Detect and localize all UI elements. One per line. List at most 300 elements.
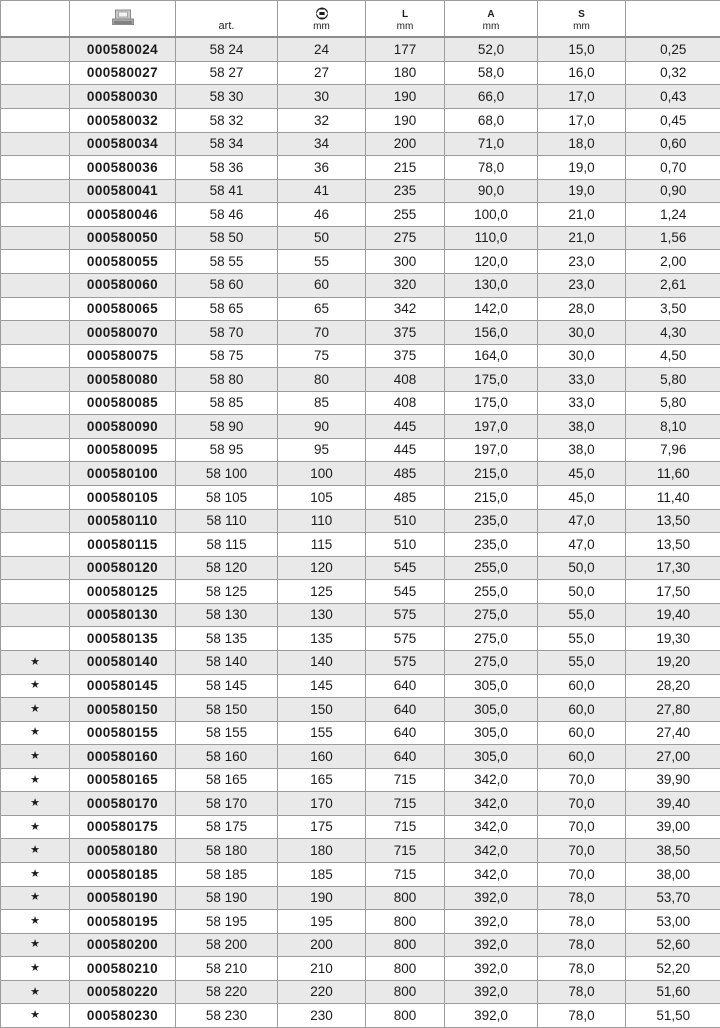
a-dim-cell: 275,0: [445, 603, 538, 627]
ean-cell: 000580150: [70, 698, 176, 722]
length-cell: 715: [366, 839, 445, 863]
a-dim-cell: 175,0: [445, 391, 538, 415]
star-cell: [1, 486, 70, 510]
table-row: [1, 273, 720, 297]
table-row: [1, 297, 720, 321]
size-cell: 185: [278, 863, 366, 887]
s-dim-cell: 38,0: [538, 415, 626, 439]
star-cell: [1, 438, 70, 462]
star-cell: ★: [1, 863, 70, 887]
star-cell: [1, 61, 70, 85]
size-cell: 100: [278, 462, 366, 486]
ean-cell: 000580165: [70, 768, 176, 792]
table-row: [1, 368, 720, 392]
length-cell: 200: [366, 132, 445, 156]
table-row: [1, 321, 720, 345]
length-cell: 485: [366, 486, 445, 510]
art-cell: 58 220: [176, 980, 278, 1004]
s-dim-cell: 70,0: [538, 839, 626, 863]
ean-cell: 000580210: [70, 957, 176, 981]
table-row: [1, 462, 720, 486]
weight-cell: 17,50: [626, 580, 720, 604]
table-row: [1, 674, 720, 698]
ean-cell: 000580135: [70, 627, 176, 651]
size-cell: 32: [278, 109, 366, 133]
star-cell: [1, 344, 70, 368]
table-row: [1, 486, 720, 510]
a-dim-cell: 342,0: [445, 815, 538, 839]
length-cell: 640: [366, 674, 445, 698]
star-cell: [1, 556, 70, 580]
weight-cell: 0,90: [626, 179, 720, 203]
table-row: [1, 650, 720, 674]
art-cell: 58 120: [176, 556, 278, 580]
s-dim-cell: 60,0: [538, 721, 626, 745]
a-dim-cell: 52,0: [445, 37, 538, 61]
art-cell: 58 24: [176, 37, 278, 61]
art-cell: 58 85: [176, 391, 278, 415]
s-dim-cell: 78,0: [538, 910, 626, 934]
size-cell: 36: [278, 156, 366, 180]
a-dim-cell: 235,0: [445, 533, 538, 557]
a-dim-cell: 342,0: [445, 863, 538, 887]
art-cell: 58 34: [176, 132, 278, 156]
length-cell: 800: [366, 886, 445, 910]
star-cell: [1, 627, 70, 651]
s-dim-cell: 50,0: [538, 580, 626, 604]
star-cell: ★: [1, 745, 70, 769]
ean-cell: 000580140: [70, 650, 176, 674]
size-cell: 230: [278, 1004, 366, 1028]
size-cell: 140: [278, 650, 366, 674]
art-cell: 58 36: [176, 156, 278, 180]
size-cell: 90: [278, 415, 366, 439]
length-cell: 715: [366, 792, 445, 816]
ean-cell: 000580041: [70, 179, 176, 203]
weight-cell: 2,00: [626, 250, 720, 274]
art-cell: 58 135: [176, 627, 278, 651]
table-row: [1, 603, 720, 627]
star-cell: [1, 85, 70, 109]
s-dim-cell: 70,0: [538, 815, 626, 839]
star-cell: ★: [1, 721, 70, 745]
table-row: [1, 156, 720, 180]
weight-cell: 0,32: [626, 61, 720, 85]
size-cell: 120: [278, 556, 366, 580]
table-row: [1, 698, 720, 722]
length-cell: 545: [366, 556, 445, 580]
table-row: [1, 109, 720, 133]
header-star-column: [1, 1, 70, 38]
art-cell: 58 195: [176, 910, 278, 934]
a-dim-cell: 392,0: [445, 1004, 538, 1028]
star-cell: ★: [1, 980, 70, 1004]
a-dim-cell: 342,0: [445, 792, 538, 816]
s-dim-cell: 60,0: [538, 698, 626, 722]
a-dim-cell: 305,0: [445, 721, 538, 745]
star-cell: [1, 580, 70, 604]
star-cell: [1, 509, 70, 533]
art-cell: 58 50: [176, 226, 278, 250]
size-cell: 190: [278, 886, 366, 910]
table-row: [1, 627, 720, 651]
table-row: [1, 391, 720, 415]
size-cell: 95: [278, 438, 366, 462]
star-cell: ★: [1, 768, 70, 792]
a-dim-cell: 215,0: [445, 462, 538, 486]
star-cell: [1, 297, 70, 321]
s-dim-cell: 19,0: [538, 179, 626, 203]
length-cell: 408: [366, 391, 445, 415]
size-cell: 27: [278, 61, 366, 85]
ean-cell: 000580155: [70, 721, 176, 745]
size-cell: 220: [278, 980, 366, 1004]
length-cell: 800: [366, 1004, 445, 1028]
size-cell: 125: [278, 580, 366, 604]
art-cell: 58 200: [176, 933, 278, 957]
size-cell: 175: [278, 815, 366, 839]
s-dim-cell: 16,0: [538, 61, 626, 85]
size-cell: 55: [278, 250, 366, 274]
a-dim-cell: 255,0: [445, 556, 538, 580]
star-cell: [1, 533, 70, 557]
s-dim-cell: 78,0: [538, 933, 626, 957]
star-cell: [1, 462, 70, 486]
star-cell: ★: [1, 1004, 70, 1028]
ean-cell: 000580120: [70, 556, 176, 580]
a-dim-cell: 100,0: [445, 203, 538, 227]
a-dim-cell: 305,0: [445, 698, 538, 722]
ean-cell: 000580105: [70, 486, 176, 510]
size-cell: 70: [278, 321, 366, 345]
weight-cell: 0,43: [626, 85, 720, 109]
weight-cell: 4,30: [626, 321, 720, 345]
size-cell: 195: [278, 910, 366, 934]
ean-cell: 000580170: [70, 792, 176, 816]
star-cell: ★: [1, 815, 70, 839]
s-dim-cell: 17,0: [538, 85, 626, 109]
length-cell: 190: [366, 85, 445, 109]
table-row: [1, 1004, 720, 1028]
art-cell: 58 180: [176, 839, 278, 863]
length-cell: 510: [366, 533, 445, 557]
art-cell: 58 210: [176, 957, 278, 981]
header-weight-column: [626, 1, 720, 38]
length-cell: 375: [366, 344, 445, 368]
a-dim-cell: 142,0: [445, 297, 538, 321]
a-dim-cell: 215,0: [445, 486, 538, 510]
ean-cell: 000580050: [70, 226, 176, 250]
table-row: [1, 132, 720, 156]
a-dim-cell: 175,0: [445, 368, 538, 392]
s-dim-cell: 33,0: [538, 368, 626, 392]
table-body: [1, 37, 720, 1028]
star-cell: [1, 321, 70, 345]
ean-cell: 000580070: [70, 321, 176, 345]
a-dim-cell: 305,0: [445, 674, 538, 698]
size-cell: 135: [278, 627, 366, 651]
table-row: [1, 768, 720, 792]
size-cell: 60: [278, 273, 366, 297]
size-cell: 85: [278, 391, 366, 415]
weight-cell: 3,50: [626, 297, 720, 321]
table-row: [1, 533, 720, 557]
header-art-label: art.: [218, 20, 235, 32]
s-dim-cell: 33,0: [538, 391, 626, 415]
ean-cell: 000580220: [70, 980, 176, 1004]
size-cell: 130: [278, 603, 366, 627]
a-dim-cell: 58,0: [445, 61, 538, 85]
table-row: [1, 509, 720, 533]
art-cell: 58 125: [176, 580, 278, 604]
weight-cell: 27,40: [626, 721, 720, 745]
length-cell: 275: [366, 226, 445, 250]
size-cell: 80: [278, 368, 366, 392]
weight-cell: 1,24: [626, 203, 720, 227]
ean-cell: 000580110: [70, 509, 176, 533]
length-cell: 510: [366, 509, 445, 533]
ean-cell: 000580065: [70, 297, 176, 321]
star-cell: [1, 203, 70, 227]
table-row: [1, 980, 720, 1004]
weight-cell: 0,25: [626, 37, 720, 61]
length-cell: 800: [366, 933, 445, 957]
table-row: [1, 438, 720, 462]
art-cell: 58 190: [176, 886, 278, 910]
size-cell: 24: [278, 37, 366, 61]
ean-cell: 000580075: [70, 344, 176, 368]
length-cell: 545: [366, 580, 445, 604]
art-cell: 58 160: [176, 745, 278, 769]
ean-cell: 000580036: [70, 156, 176, 180]
s-dim-cell: 47,0: [538, 509, 626, 533]
s-dim-cell: 23,0: [538, 273, 626, 297]
s-dim-cell: 21,0: [538, 203, 626, 227]
header-length-column: [366, 1, 445, 38]
length-cell: 800: [366, 980, 445, 1004]
length-cell: 715: [366, 863, 445, 887]
art-cell: 58 46: [176, 203, 278, 227]
weight-cell: 19,20: [626, 650, 720, 674]
ean-cell: 000580030: [70, 85, 176, 109]
size-cell: 160: [278, 745, 366, 769]
size-cell: 110: [278, 509, 366, 533]
weight-cell: 38,50: [626, 839, 720, 863]
weight-cell: 2,61: [626, 273, 720, 297]
table-row: [1, 226, 720, 250]
s-dim-cell: 15,0: [538, 37, 626, 61]
length-cell: 640: [366, 745, 445, 769]
s-dim-cell: 45,0: [538, 462, 626, 486]
star-cell: [1, 368, 70, 392]
size-cell: 41: [278, 179, 366, 203]
ean-cell: 000580055: [70, 250, 176, 274]
a-dim-cell: 110,0: [445, 226, 538, 250]
art-cell: 58 165: [176, 768, 278, 792]
art-cell: 58 155: [176, 721, 278, 745]
table-row: [1, 415, 720, 439]
star-cell: [1, 109, 70, 133]
header-ean-column: [70, 1, 176, 38]
s-dim-cell: 55,0: [538, 603, 626, 627]
length-cell: 300: [366, 250, 445, 274]
hex-socket-icon: [314, 7, 330, 20]
length-cell: 235: [366, 179, 445, 203]
table-row: [1, 957, 720, 981]
table-row: [1, 61, 720, 85]
star-cell: [1, 132, 70, 156]
star-cell: ★: [1, 698, 70, 722]
art-cell: 58 90: [176, 415, 278, 439]
art-cell: 58 27: [176, 61, 278, 85]
ean-cell: 000580034: [70, 132, 176, 156]
weight-cell: 39,90: [626, 768, 720, 792]
header-s-dim-letter: S: [578, 9, 585, 20]
length-cell: 485: [366, 462, 445, 486]
star-cell: [1, 391, 70, 415]
table-row: [1, 863, 720, 887]
star-cell: [1, 250, 70, 274]
star-cell: [1, 415, 70, 439]
table-row: [1, 203, 720, 227]
ean-cell: 000580185: [70, 863, 176, 887]
a-dim-cell: 156,0: [445, 321, 538, 345]
a-dim-cell: 197,0: [445, 415, 538, 439]
art-cell: 58 60: [176, 273, 278, 297]
ean-cell: 000580160: [70, 745, 176, 769]
ean-cell: 000580180: [70, 839, 176, 863]
s-dim-cell: 78,0: [538, 886, 626, 910]
table-row: [1, 37, 720, 61]
table-row: [1, 745, 720, 769]
art-cell: 58 70: [176, 321, 278, 345]
art-cell: 58 185: [176, 863, 278, 887]
a-dim-cell: 392,0: [445, 910, 538, 934]
weight-cell: 8,10: [626, 415, 720, 439]
table-row: [1, 792, 720, 816]
weight-cell: 19,40: [626, 603, 720, 627]
size-cell: 145: [278, 674, 366, 698]
size-cell: 75: [278, 344, 366, 368]
art-cell: 58 55: [176, 250, 278, 274]
length-cell: 190: [366, 109, 445, 133]
a-dim-cell: 392,0: [445, 933, 538, 957]
a-dim-cell: 392,0: [445, 886, 538, 910]
table-row: [1, 250, 720, 274]
table-row: [1, 179, 720, 203]
weight-cell: 19,30: [626, 627, 720, 651]
weight-cell: 39,40: [626, 792, 720, 816]
art-cell: 58 130: [176, 603, 278, 627]
length-cell: 640: [366, 721, 445, 745]
length-cell: 575: [366, 627, 445, 651]
table-row: [1, 910, 720, 934]
s-dim-cell: 78,0: [538, 957, 626, 981]
weight-cell: 27,00: [626, 745, 720, 769]
a-dim-cell: 197,0: [445, 438, 538, 462]
size-cell: 30: [278, 85, 366, 109]
s-dim-cell: 18,0: [538, 132, 626, 156]
weight-cell: 28,20: [626, 674, 720, 698]
weight-cell: 51,50: [626, 1004, 720, 1028]
weight-cell: 1,56: [626, 226, 720, 250]
weight-cell: 7,96: [626, 438, 720, 462]
size-cell: 200: [278, 933, 366, 957]
size-cell: 155: [278, 721, 366, 745]
s-dim-cell: 38,0: [538, 438, 626, 462]
ean-cell: 000580080: [70, 368, 176, 392]
table-row: [1, 721, 720, 745]
length-cell: 575: [366, 603, 445, 627]
header-art-column: [176, 1, 278, 38]
star-cell: [1, 179, 70, 203]
header-s-dim-unit: mm: [573, 21, 590, 32]
a-dim-cell: 305,0: [445, 745, 538, 769]
weight-cell: 39,00: [626, 815, 720, 839]
weight-cell: 17,30: [626, 556, 720, 580]
a-dim-cell: 275,0: [445, 650, 538, 674]
s-dim-cell: 70,0: [538, 792, 626, 816]
table-row: [1, 580, 720, 604]
s-dim-cell: 50,0: [538, 556, 626, 580]
length-cell: 575: [366, 650, 445, 674]
star-cell: ★: [1, 933, 70, 957]
length-cell: 375: [366, 321, 445, 345]
size-cell: 46: [278, 203, 366, 227]
weight-cell: 13,50: [626, 509, 720, 533]
s-dim-cell: 55,0: [538, 650, 626, 674]
weight-cell: 11,40: [626, 486, 720, 510]
table-row: [1, 85, 720, 109]
a-dim-cell: 342,0: [445, 839, 538, 863]
art-cell: 58 115: [176, 533, 278, 557]
s-dim-cell: 19,0: [538, 156, 626, 180]
weight-cell: 0,70: [626, 156, 720, 180]
length-cell: 445: [366, 438, 445, 462]
a-dim-cell: 342,0: [445, 768, 538, 792]
weight-cell: 52,60: [626, 933, 720, 957]
s-dim-cell: 47,0: [538, 533, 626, 557]
weight-cell: 5,80: [626, 391, 720, 415]
s-dim-cell: 70,0: [538, 863, 626, 887]
table-row: [1, 815, 720, 839]
ean-cell: 000580090: [70, 415, 176, 439]
barcode-device-icon: [111, 9, 135, 26]
weight-cell: 0,45: [626, 109, 720, 133]
header-size-column: [278, 1, 366, 38]
weight-cell: 11,60: [626, 462, 720, 486]
weight-cell: 53,70: [626, 886, 720, 910]
a-dim-cell: 255,0: [445, 580, 538, 604]
weight-cell: 13,50: [626, 533, 720, 557]
a-dim-cell: 78,0: [445, 156, 538, 180]
star-cell: [1, 603, 70, 627]
s-dim-cell: 55,0: [538, 627, 626, 651]
size-cell: 150: [278, 698, 366, 722]
a-dim-cell: 120,0: [445, 250, 538, 274]
weight-cell: 51,60: [626, 980, 720, 1004]
length-cell: 342: [366, 297, 445, 321]
size-cell: 105: [278, 486, 366, 510]
ean-cell: 000580095: [70, 438, 176, 462]
ean-cell: 000580027: [70, 61, 176, 85]
a-dim-cell: 68,0: [445, 109, 538, 133]
s-dim-cell: 21,0: [538, 226, 626, 250]
a-dim-cell: 275,0: [445, 627, 538, 651]
s-dim-cell: 78,0: [538, 1004, 626, 1028]
table-row: [1, 839, 720, 863]
art-cell: 58 80: [176, 368, 278, 392]
